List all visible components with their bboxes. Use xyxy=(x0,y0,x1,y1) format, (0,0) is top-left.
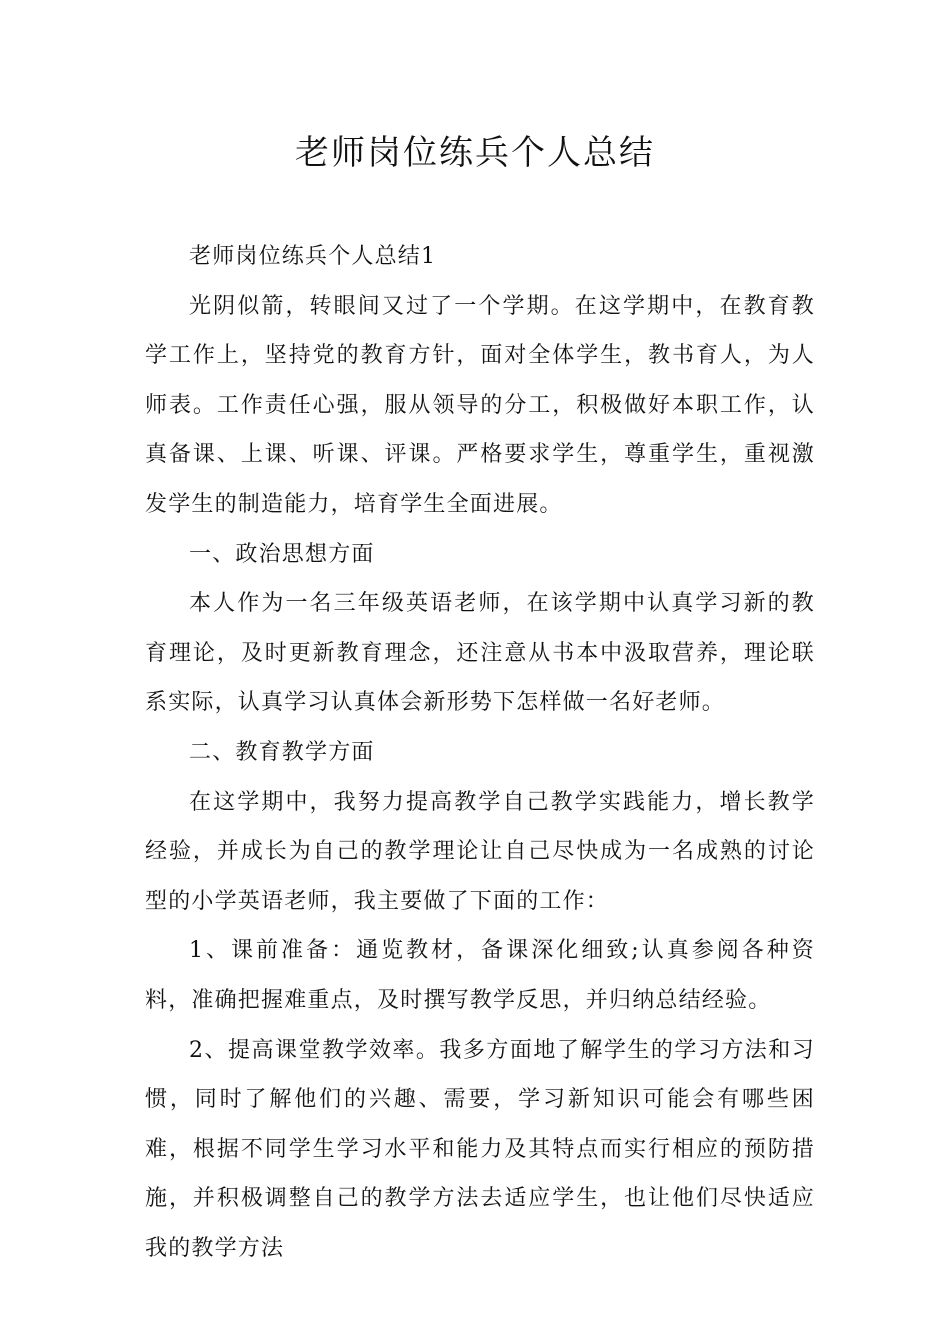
section-heading-teaching: 二、教育教学方面 xyxy=(189,739,375,765)
document-title: 老师岗位练兵个人总结 xyxy=(295,133,655,173)
paragraph-item-2: 2、提高课堂教学效率。我多方面地了解学生的学习方法和习惯，同时了解他们的兴趣、需要，学习新知识可能会有哪些困难，根据不同学生学习水平和能力及其特点而实行相应的预防措施，并积极调整自己的教学方法去适应学生，也让他们尽快适应我的教学方法 xyxy=(145,1037,815,1261)
paragraph-political: 本人作为一名三年级英语老师，在该学期中认真学习新的教育理论，及时更新教育理念，还注意从书本中汲取营养，理论联系实际，认真学习认真体会新形势下怎样做一名好老师。 xyxy=(145,591,815,716)
section-heading-political: 一、政治思想方面 xyxy=(189,541,375,567)
paragraph-item-1: 1、课前准备：通览教材，备课深化细致;认真参阅各种资料，准确把握难重点，及时撰写教学反思，并归纳总结经验。 xyxy=(145,938,815,1013)
paragraph-teaching: 在这学期中，我努力提高教学自己教学实践能力，增长教学经验，并成长为自己的教学理论让自己尽快成为一名成熟的讨论型的小学英语老师，我主要做了下面的工作： xyxy=(145,789,815,914)
document-body xyxy=(145,232,815,1273)
paragraph-intro: 光阴似箭，转眼间又过了一个学期。在这学期中，在教育教学工作上，坚持党的教育方针，面对全体学生，教书育人，为人师表。工作责任心强，服从领导的分工，积极做好本职工作，认真备课、上课、听课、评课。严格要求学生，尊重学生，重视激发学生的制造能力，培育学生全面进展。 xyxy=(145,293,815,517)
section-subtitle: 老师岗位练兵个人总结1 xyxy=(189,244,437,269)
